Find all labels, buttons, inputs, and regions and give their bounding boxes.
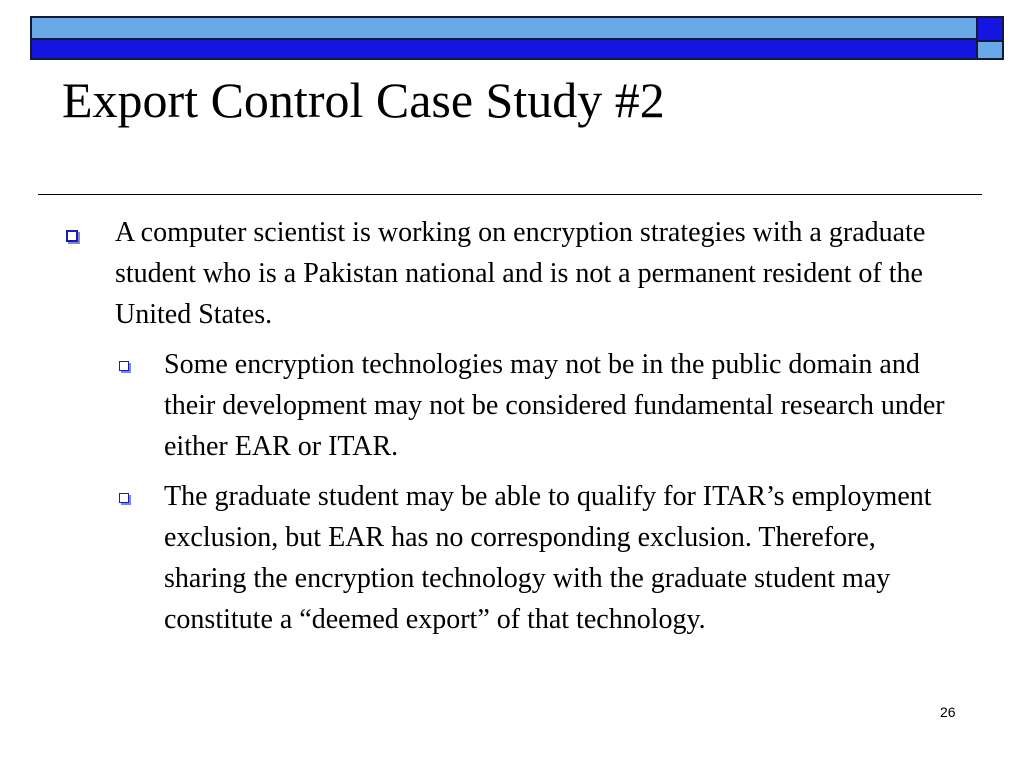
slide-title: Export Control Case Study #2 — [62, 72, 665, 128]
bullet-text: The graduate student may be able to qualify for ITAR’s employment exclusion, but EAR has no corresponding exclusion. Therefore, sharing the encryption technology with the graduate student may constitute a “deemed export” of that technology. — [164, 481, 932, 635]
header-corner-block-light — [976, 40, 1004, 60]
header-corner-block-dark — [976, 16, 1004, 42]
bullet-level-1 — [0, 212, 965, 335]
title-divider — [38, 194, 982, 195]
hollow-square-bullet-icon — [66, 230, 78, 242]
header-bar-dark — [30, 38, 978, 60]
page-number: 26 — [940, 704, 956, 720]
bullet-text: Some encryption technologies may not be in the public domain and their development may not be considered fundamental research under either EAR or ITAR. — [164, 349, 945, 462]
hollow-square-bullet-icon — [119, 361, 129, 371]
hollow-square-bullet-icon — [119, 493, 129, 503]
slide-body — [0, 212, 1024, 640]
bullet-level-2 — [0, 344, 954, 467]
bullet-text: A computer scientist is working on encryption strategies with a graduate student who is a Pakistan national and is not a permanent resident of the United States. — [115, 217, 926, 330]
bullet-level-2 — [0, 476, 954, 640]
header-bar-light — [30, 16, 978, 40]
